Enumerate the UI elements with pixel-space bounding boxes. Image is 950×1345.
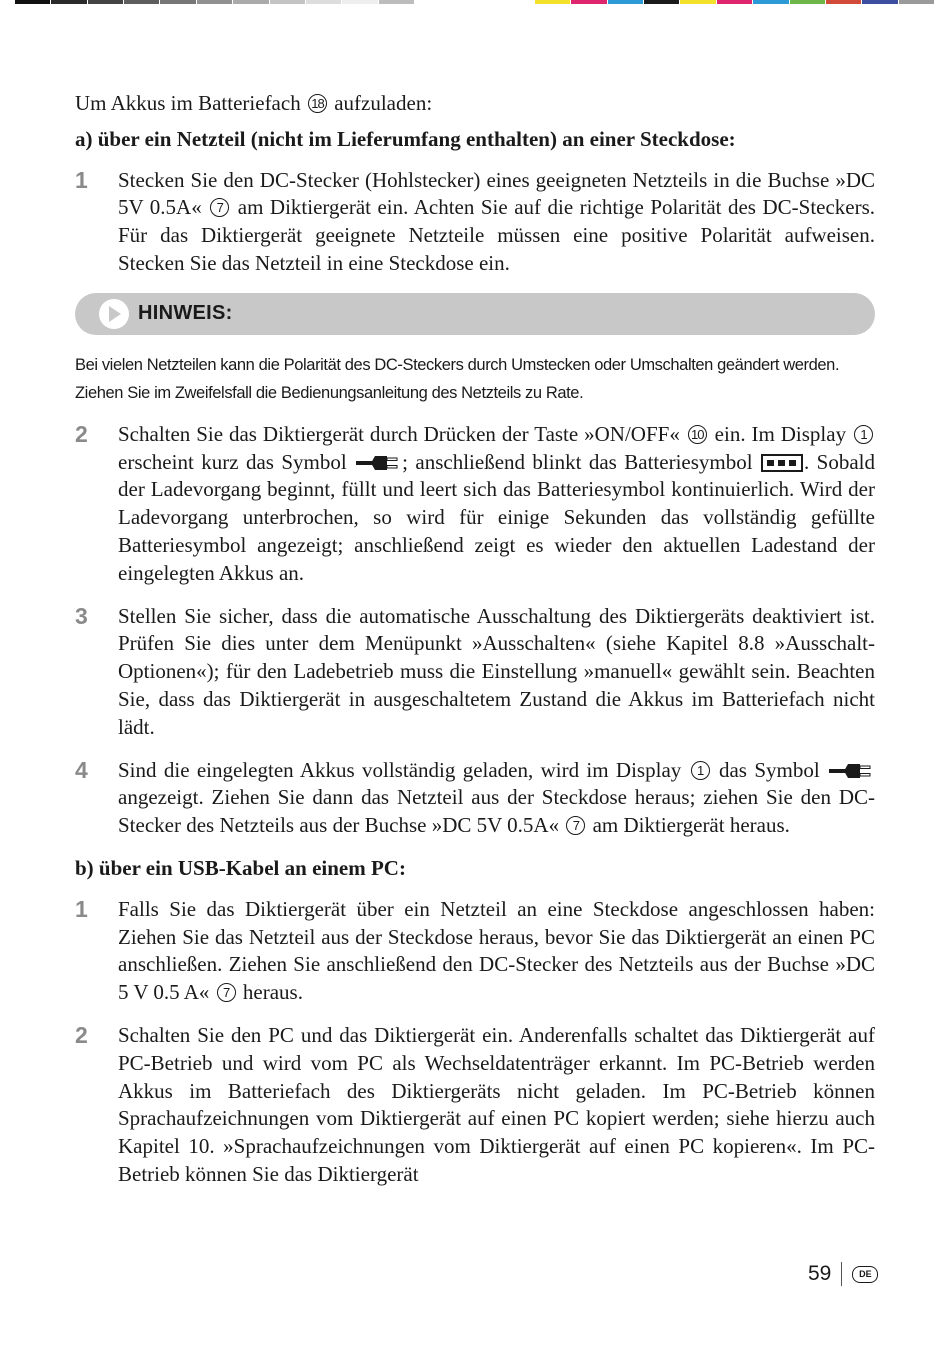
color-swatch <box>342 0 378 4</box>
color-swatch <box>51 0 87 4</box>
color-swatch <box>862 0 898 4</box>
ref-circle: 18 <box>308 94 327 113</box>
color-swatch <box>124 0 160 4</box>
plug-icon <box>355 454 401 472</box>
step-number: 1 <box>75 895 88 922</box>
step-text: Schalten Sie das Diktiergerät durch Drücken der Taste »ON/OFF« 10 ein. Im Display 1 erscheint kurz das Symbol ; anschließend blinkt das Batteriesymbol . Sobald der Ladevorgang beginnt, füllt und leert sich das Batteriesymbol kontinuierlich. Wird der Ladevorgang unterbrochen, so wird für einige Sekunden das vollständig gefüllte Batteriesymbol angezeigt; anschließend zeigt es wieder den aktuellen Ladestand der eingelegten Akkus an. <box>118 421 876 585</box>
color-swatch <box>753 0 789 4</box>
step-a4 <box>75 757 875 840</box>
plug-icon <box>828 762 874 780</box>
color-swatch <box>535 0 571 4</box>
color-swatch <box>680 0 716 4</box>
color-swatch <box>233 0 269 4</box>
color-swatch <box>790 0 826 4</box>
color-swatch <box>608 0 644 4</box>
note-text: Bei vielen Netzteilen kann die Polarität des DC-Steckers durch Umstecken oder Umschalten geändert werden. Ziehen Sie im Zweifelsfall die Bedienungsanleitung des Netzteils zu Rate. <box>75 355 840 402</box>
color-swatch <box>306 0 342 4</box>
ref-circle: 7 <box>210 198 229 217</box>
color-swatch <box>270 0 306 4</box>
color-swatch <box>160 0 196 4</box>
step-b2 <box>75 1022 875 1189</box>
step-a3 <box>75 603 875 742</box>
ref-circle: 7 <box>217 983 236 1002</box>
color-swatch <box>197 0 233 4</box>
ref-circle: 7 <box>566 816 585 835</box>
step-text: Stecken Sie den DC-Stecker (Hohlstecker) eines geeigneten Netzteils in die Buchse »DC 5V 0.5A« 7 am Diktiergerät ein. Achten Sie auf die richtige Polarität des DC-Steckers. Für das Diktiergerät geeignete Netzteile müssen eine positive Polarität aufweisen. Stecken Sie das Netzteil in eine Steckdose ein. <box>118 167 876 275</box>
note-label: HINWEIS: <box>138 302 233 325</box>
step-text: Schalten Sie den PC und das Diktiergerät ein. Anderenfalls schaltet das Diktiergerät auf PC-Betrieb und wird vom PC als Wechseldatenträger erkannt. Im PC-Betrieb werden Akkus im Batteriefach des Diktiergeräts nicht geladen. Im PC-Betrieb können Sprachaufzeichnungen vom Diktiergerät auf einen PC kopiert werden; siehe hierzu auch Kapitel 10. »Sprachaufzeichnungen vom Diktiergerät auf einen PC kopieren«. Im PC-Betrieb können Sie das Diktiergerät <box>118 1022 875 1186</box>
step-a1 <box>75 167 875 278</box>
step-b1 <box>75 896 875 1007</box>
color-calibration-bar-right <box>535 0 935 4</box>
note-banner <box>75 293 875 335</box>
color-swatch <box>88 0 124 4</box>
step-a2 <box>75 421 875 588</box>
step-text: Sind die eingelegten Akkus vollständig geladen, wird im Display 1 das Symbol angezeigt. Ziehen Sie dann das Netzteil aus der Steckdose heraus; ziehen Sie den DC-Stecker des Netzteils aus der Buchse »DC 5V 0.5A« 7 am Diktiergerät heraus. <box>118 757 875 838</box>
step-number: 4 <box>75 756 88 783</box>
color-swatch <box>717 0 753 4</box>
color-calibration-bar-left <box>15 0 415 4</box>
ref-circle: 10 <box>688 425 707 444</box>
color-swatch <box>826 0 862 4</box>
page-footer <box>808 1262 878 1286</box>
footer-divider <box>841 1262 842 1286</box>
page-content <box>75 90 875 1204</box>
page-number: 59 <box>808 1262 832 1285</box>
color-swatch <box>571 0 607 4</box>
language-badge: DE <box>852 1266 878 1283</box>
step-number: 2 <box>75 1021 88 1048</box>
color-swatch <box>644 0 680 4</box>
step-number: 2 <box>75 420 88 447</box>
ref-circle: 1 <box>854 425 873 444</box>
step-text: Falls Sie das Diktiergerät über ein Netzteil an eine Steckdose angeschlossen haben: Ziehen Sie das Netzteil aus der Steckdose heraus, bevor Sie das Diktiergerät an einen PC anschließen. Ziehen Sie anschließend den DC-Stecker des Netzteils aus der Buchse »DC 5 V 0.5 A« 7 heraus. <box>118 896 875 1005</box>
color-swatch <box>15 0 51 4</box>
step-number: 3 <box>75 602 88 629</box>
ref-circle: 1 <box>691 761 710 780</box>
color-swatch <box>899 0 935 4</box>
play-arrow-icon <box>99 299 129 329</box>
intro-line: Um Akkus im Batteriefach 18 aufzuladen: <box>75 91 433 115</box>
section-b-heading: b) über ein USB-Kabel an einem PC: <box>75 855 406 880</box>
color-swatch <box>379 0 415 4</box>
step-number: 1 <box>75 166 88 193</box>
step-text: Stellen Sie sicher, dass die automatische Ausschaltung des Diktiergeräts deaktiviert ist. Prüfen Sie dies unter dem Menüpunkt »Ausschalten« (siehe Kapitel 8.8 »Ausschalt-Optionen«); für den Ladebetrieb muss die Einstellung »manuell« gewählt sein. Beachten Sie, dass das Diktiergerät in ausgeschaltetem Zustand die Akkus im Batteriefach nicht lädt. <box>118 603 875 739</box>
battery-full-icon <box>761 454 803 472</box>
section-a-heading: a) über ein Netzteil (nicht im Lieferumfang enthalten) an einer Steckdose: <box>75 126 736 151</box>
